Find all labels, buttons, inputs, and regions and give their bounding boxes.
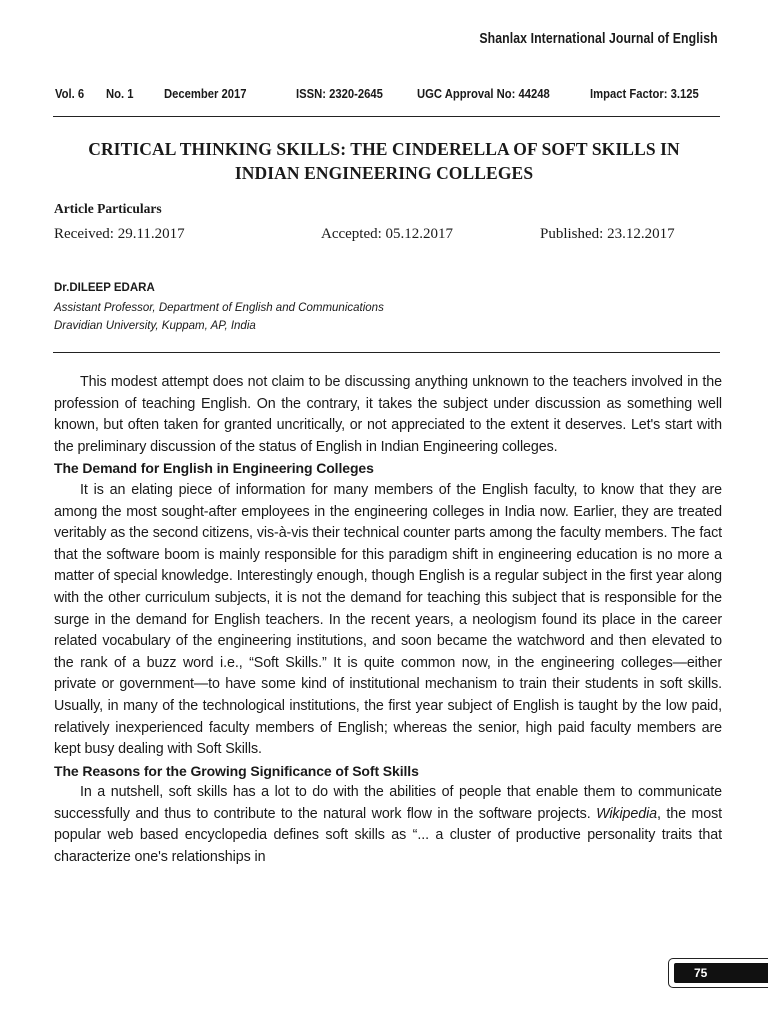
wikipedia-reference: Wikipedia [596, 805, 658, 822]
body-paragraph [54, 782, 722, 868]
title-line-1: CRITICAL THINKING SKILLS: THE CINDERELLA OF SOFT SKILLS IN [88, 139, 680, 159]
issue-number: No. 1 [106, 87, 134, 101]
body-paragraph: This modest attempt does not claim to be discussing anything unknown to the teachers involved in the profession of teaching English. On the contrary, it takes the subject under discussion as something well known, but often taken for granted uncritically, or not appreciated to the extent it deserves. Let's start with the preliminary discussion of the status of English in Indian Engineering colleges. [54, 374, 722, 455]
published-date: Published: 23.12.2017 [540, 226, 675, 242]
volume: Vol. 6 [55, 87, 85, 101]
title-line-2: INDIAN ENGINEERING COLLEGES [234, 163, 534, 183]
paragraph-text: , the most popular web based encyclopedia defines soft skills as “... a cluster of productive personality traits that characterize one's relationships in [54, 805, 722, 866]
received-date: Received: 29.11.2017 [54, 226, 185, 242]
accepted-date: Accepted: 05.12.2017 [321, 226, 454, 242]
author-divider [53, 352, 720, 353]
article-particulars-heading: Article Particulars [54, 201, 162, 216]
journal-name: Shanlax International Journal of English [479, 30, 718, 47]
header-divider [53, 116, 720, 117]
article-body [54, 372, 722, 869]
impact-factor: Impact Factor: 3.125 [590, 87, 699, 101]
page-number-tab [668, 958, 768, 988]
issue-date: December 2017 [164, 87, 247, 101]
paragraph-text: In a nutshell, soft skills has a lot to do with the abilities of people that enable them to communicate successfully and thus to contribute to the natural work flow in the software projects. [54, 784, 722, 822]
ugc-approval: UGC Approval No: 44248 [417, 87, 550, 101]
author-affiliation-line-2: Dravidian University, Kuppam, AP, India [54, 320, 256, 332]
page-number: 75 [694, 966, 708, 980]
section-heading: The Reasons for the Growing Significance of Soft Skills [54, 762, 419, 779]
author-name: Dr.DILEEP EDARA [54, 282, 155, 294]
issn: ISSN: 2320-2645 [296, 87, 383, 101]
body-paragraph: It is an elating piece of information for many members of the English faculty, to know that they are among the most sought-after employees in the engineering colleges in India now. Earlier, they are treated veritably as the second citizens, vis-à-vis their technical counter parts among the faculty members. The fact that the software boom is mainly responsible for this paradigm shift in engineering education is no more a matter of special knowledge. Interestingly enough, though English is a regular subject in the first year along with the other curriculum subjects, it is not the demand for teaching this subject that is responsible for the surge in the demand for English teachers. In the recent years, a neologism found its place in the career related vocabulary of the engineering institutions, and soon became the watchword and then elevated to the rank of a buzz word i.e., “Soft Skills.” It is quite common now, in the engineering colleges—either private or government—to have some kind of institutional mechanism to train their students in soft skills. Usually, in many of the technological institutions, the first year subject of English is taught by the low paid, relatively inexperienced faculty members of English; whereas the senior, high paid faculty members are kept busy dealing with Soft Skills. [54, 481, 722, 758]
section-heading: The Demand for English in Engineering Colleges [54, 460, 374, 477]
author-affiliation-line-1: Assistant Professor, Department of English and Communications [54, 302, 384, 314]
article-title [50, 137, 718, 185]
page-tab-fill [674, 963, 768, 983]
